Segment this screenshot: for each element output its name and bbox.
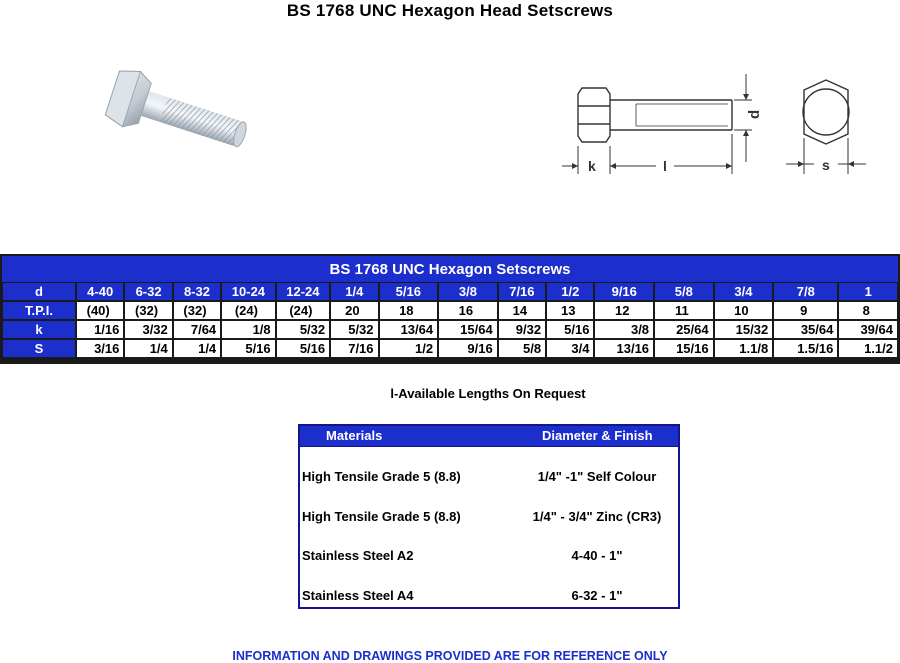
spec-cell: 8-32 <box>173 282 221 301</box>
spec-cell: 1.5/16 <box>773 339 838 358</box>
spec-cell: 12-24 <box>276 282 330 301</box>
spec-table-frame <box>0 254 900 364</box>
dimension-label-k: k <box>588 158 596 174</box>
dimension-label-s: s <box>822 157 830 173</box>
spec-cell: 14 <box>498 301 546 320</box>
spec-cell: 5/8 <box>654 282 714 301</box>
material-name: Stainless Steel A4 <box>302 588 414 603</box>
spec-cell: 35/64 <box>773 320 838 339</box>
page-title: BS 1768 UNC Hexagon Head Setscrews <box>286 1 614 20</box>
spec-row-label: T.P.I. <box>2 301 76 320</box>
spec-cell: (40) <box>76 301 124 320</box>
spec-row-d <box>2 282 898 301</box>
spec-cell: 10-24 <box>221 282 275 301</box>
spec-cell: 15/64 <box>438 320 498 339</box>
spec-cell: 1 <box>838 282 898 301</box>
spec-cell: 3/8 <box>438 282 498 301</box>
spec-cell: 13/16 <box>594 339 654 358</box>
spec-cell: 3/4 <box>546 339 594 358</box>
setscrew-technical-drawing <box>548 66 878 182</box>
dimension-label-d: d <box>746 109 763 119</box>
spec-cell: 7/64 <box>173 320 221 339</box>
spec-cell: 4-40 <box>76 282 124 301</box>
reference-disclaimer: INFORMATION AND DRAWINGS PROVIDED ARE FOR REFERENCE ONLY <box>232 649 668 663</box>
spec-cell: 13 <box>546 301 594 320</box>
spec-cell: 18 <box>379 301 439 320</box>
spec-cell: 1/16 <box>76 320 124 339</box>
spec-cell: 15/16 <box>654 339 714 358</box>
spec-cell: 8 <box>838 301 898 320</box>
spec-table <box>2 256 898 358</box>
spec-cell: 25/64 <box>654 320 714 339</box>
materials-row <box>302 469 676 487</box>
spec-cell: (24) <box>276 301 330 320</box>
spec-cell: 5/16 <box>379 282 439 301</box>
spec-cell: 9/32 <box>498 320 546 339</box>
spec-cell: 5/16 <box>276 339 330 358</box>
spec-cell: 1/4 <box>124 339 172 358</box>
materials-table-header <box>300 426 678 447</box>
spec-cell: 5/8 <box>498 339 546 358</box>
materials-column-header: Materials <box>326 428 383 443</box>
spec-cell: 16 <box>438 301 498 320</box>
dimension-label-l: l <box>663 158 667 174</box>
spec-row-label: d <box>2 282 76 301</box>
spec-cell: 3/4 <box>714 282 774 301</box>
spec-cell: 15/32 <box>714 320 774 339</box>
spec-row-s <box>2 339 898 358</box>
spec-cell: 12 <box>594 301 654 320</box>
material-finish: 6-32 - 1" <box>571 588 623 603</box>
spec-cell: 1.1/8 <box>714 339 774 358</box>
material-name: High Tensile Grade 5 (8.8) <box>302 469 461 484</box>
spec-cell: 7/16 <box>498 282 546 301</box>
spec-cell: 1/4 <box>330 282 378 301</box>
material-finish: 1/4" -1" Self Colour <box>537 469 657 484</box>
material-finish: 1/4" - 3/4" Zinc (CR3) <box>532 509 662 524</box>
spec-row-label: k <box>2 320 76 339</box>
spec-row-k <box>2 320 898 339</box>
spec-cell: 5/32 <box>276 320 330 339</box>
spec-cell: 11 <box>654 301 714 320</box>
finish-column-header: Diameter & Finish <box>542 428 653 443</box>
setscrew-photo <box>100 62 260 174</box>
materials-row <box>302 548 676 566</box>
materials-table <box>298 424 680 609</box>
spec-cell: (32) <box>173 301 221 320</box>
spec-cell: 9/16 <box>594 282 654 301</box>
lengths-note: l-Available Lengths On Request <box>390 386 586 401</box>
spec-cell: 9/16 <box>438 339 498 358</box>
spec-cell: 3/8 <box>594 320 654 339</box>
spec-cell: 20 <box>330 301 378 320</box>
materials-row <box>302 588 676 606</box>
spec-cell: 1/2 <box>546 282 594 301</box>
spec-cell: 13/64 <box>379 320 439 339</box>
spec-cell: 7/16 <box>330 339 378 358</box>
materials-row <box>302 509 676 527</box>
spec-cell: 5/16 <box>546 320 594 339</box>
spec-cell: 1/2 <box>379 339 439 358</box>
material-finish: 4-40 - 1" <box>571 548 623 563</box>
spec-cell: 3/16 <box>76 339 124 358</box>
spec-table-header: BS 1768 UNC Hexagon Setscrews <box>2 256 898 282</box>
spec-row-label: S <box>2 339 76 358</box>
spec-cell: (24) <box>221 301 275 320</box>
material-name: Stainless Steel A2 <box>302 548 414 563</box>
spec-cell: (32) <box>124 301 172 320</box>
spec-row-tpi <box>2 301 898 320</box>
spec-cell: 6-32 <box>124 282 172 301</box>
spec-cell: 9 <box>773 301 838 320</box>
spec-cell: 1/8 <box>221 320 275 339</box>
spec-cell: 1.1/2 <box>838 339 898 358</box>
spec-cell: 5/32 <box>330 320 378 339</box>
spec-cell: 5/16 <box>221 339 275 358</box>
spec-cell: 10 <box>714 301 774 320</box>
spec-cell: 39/64 <box>838 320 898 339</box>
material-name: High Tensile Grade 5 (8.8) <box>302 509 461 524</box>
spec-cell: 7/8 <box>773 282 838 301</box>
spec-cell: 3/32 <box>124 320 172 339</box>
spec-cell: 1/4 <box>173 339 221 358</box>
